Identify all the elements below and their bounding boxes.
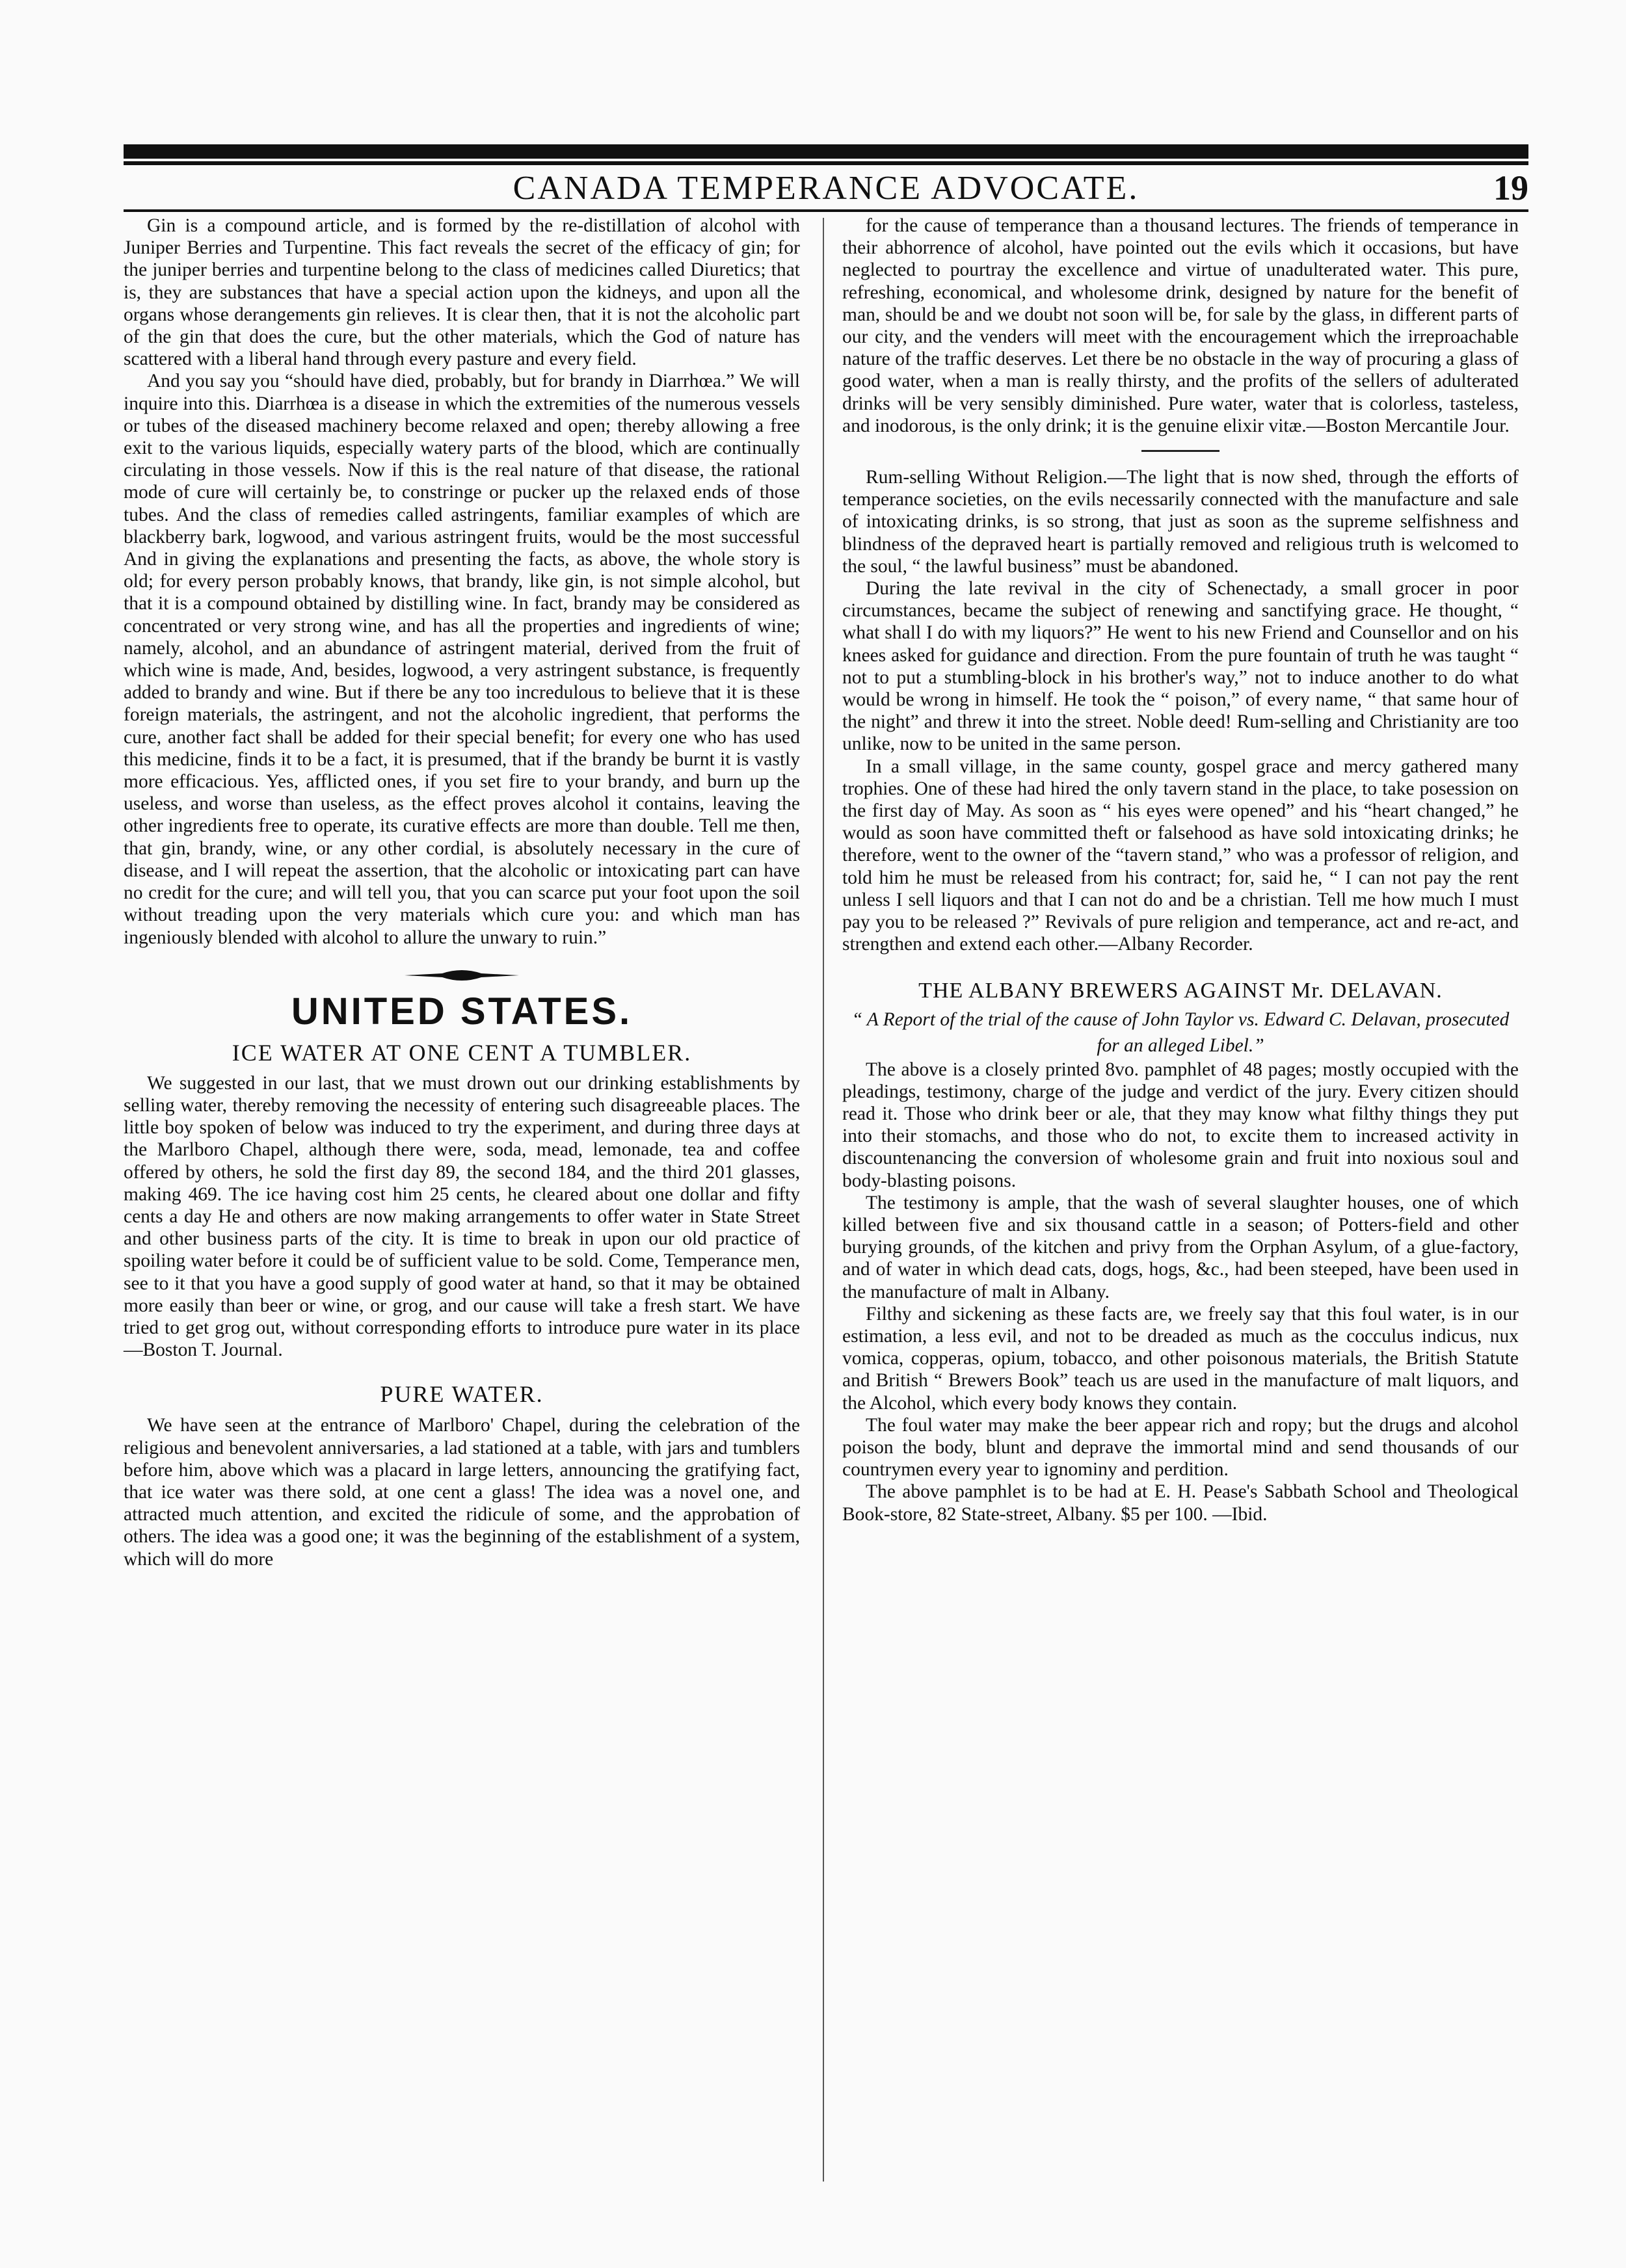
article-rum-selling-paragraph-1: Rum-selling Without Religion.—The light that is now shed, through the efforts of temperance societies, on the evils necessarily connected with the manufacture and sale of intoxicating drinks, is so strong, that just as soon as the supreme selfishness and blindness of the depraved heart is partially removed and religious truth is welcomed to the soul, “ the lawful business” must be abandoned. <box>842 467 1519 577</box>
article-albany-paragraph-4: The foul water may make the beer appear rich and ropy; but the drugs and alcohol poison the body, blunt and deprave the immortal mind and send thousands of our countrymen every year to ignominy and perdition. <box>842 1414 1519 1481</box>
article-pure-water-continued: for the cause of temperance than a thousand lectures. The friends of temperance in their abhorrence of alcohol, have pointed out the evils which it occasions, but have neglected to pourtray the excellence and virtue of unadulterated water. This pure, refreshing, economical, and wholesome drink, designed by nature for the benefit of man, should be and we doubt not soon will be, for sale by the glass, in different parts of our city, and the venders will meet with the encouragement which the irreproachable nature of the traffic deserves. Let there be no obstacle in the way of procuring a glass of good water, when a man is really thirsty, and the profits of the sellers of adulterated drinks will be very sensibly diminished. Pure water, water that is colorless, tasteless, and inodorous, is the only drink; it is the genuine elixir vitæ.—Boston Mercantile Jour. <box>842 215 1519 436</box>
article-gin-paragraph-2: And you say you “should have died, probably, but for brandy in Diarrhœa.” We will inquire into this. Diarrhœa is a disease in which the extremities of the numerous vessels or tubes of the diseased machinery become relaxed and open; thereby allowing a free exit to the various liquids, especially watery parts of the blood, which are continually circulating in those vessels. Now if this is the real nature of that disease, the rational mode of cure will certainly be, to constringe or pucker up the relaxed ends of those tubes. And the class of remedies called astringents, familiar examples of which are blackberry bark, logwood, and various astringent fruits, would be the most successful And in giving the explanations and presenting the facts, as above, the whole story is old; for every person probably knows, that brandy, like gin, is not simple alcohol, but that it is a compound obtained by distilling wine. In fact, brandy may be considered as concentrated or very strong wine, and has all the properties and ingredients of wine; namely, alcohol, and an abundance of astringent material, derived from the fruit of which wine is made, And, besides, logwood, a very astringent substance, is frequently added to brandy and wine. But if there be any too incredulous to believe that it is these foreign materials, the astringent, and not the alcoholic ingredient, that performs the cure, another fact shall be added for their special benefit; for every one who has used this medicine, finds it to be a fact, it is presumed, that if the brandy be burnt it is vastly more efficacious. Yes, afflicted ones, if you set fire to your brandy, and burn up the useless, and worse than useless, as the effect proves alcohol it contains, leaving the other ingredients free to operate, its curative effects are more than double. Tell me then, that gin, brandy, wine, or any other cordial, is absolutely necessary in the cure of disease, and I will repeat the assertion, that the alcoholic or intoxicating part can have no credit for the cure; and will tell you, that you can scarce put your foot upon the soil without treading upon the very materials which cure you: and which man has ingeniously blended with alcohol to allure the unwary to ruin.” <box>124 371 800 948</box>
headline-albany-brewers: THE ALBANY BREWERS AGAINST Mr. DELAVAN. <box>918 978 1443 1003</box>
running-head <box>124 164 1528 209</box>
article-ice-water-paragraph: We suggested in our last, that we must drown out our drinking establishments by selling water, thereby removing the necessity of entering such disagreeable places. The little boy spoken of below was induced to try the experiment, and during three days at the Marlboro Chapel, although there were, soda, mead, lemonade, tea and coffee offered by others, he sold the first day 89, the second 184, and the third 201 glasses, making 469. The ice having cost him 25 cents, he cleared about one dollar and fifty cents a day He and others are now making arrangements to offer water in State Street and other business parts of the city. It is time to break in upon our old practice of spoiling water before it could be of sufficient value to be sold. Come, Temperance men, see to it that you have a good supply of good water at hand, so that it may be obtained more easily than beer or wine, or grog, and our cause will take a fresh start. We have tried to get grog out, without corresponding efforts to introduce pure water in its place —Boston T. Journal. <box>124 1072 800 1361</box>
article-rum-selling-paragraph-2: During the late revival in the city of Schenectady, a small grocer in poor circumstances, became the subject of renewing and sanctifying grace. He thought, “ what shall I do with my liquors?” He went to his new Friend and Counsellor and on his knees asked for guidance and direction. From the pure fountain of truth he was taught “ not to put a stumbling-block in his brother's way,” not to induce another to do what would be wrong in himself. He took the “ poison,” of every name, “ that same hour of the night” and threw it into the street. Noble deed! Rum-selling and Christianity are too unlike, now to be united in the same person. <box>842 578 1519 755</box>
article-albany-paragraph-3: Filthy and sickening as these facts are, we freely say that this foul water, is in our estimation, a less evil, and not to be dreaded as much as the cocculus indicus, nux vomica, copperas, opium, tobacco, and other poisonous materials, the British Statute and British “ Brewers Book” teach us are used in the manufacture of malt liquors, and the Alcohol, which every body knows they contain. <box>842 1303 1519 1414</box>
section-heading-united-states: UNITED STATES. <box>291 990 633 1033</box>
headline-pure-water: PURE WATER. <box>380 1381 544 1408</box>
article-albany-paragraph-1: The above is a closely printed 8vo. pamphlet of 48 pages; mostly occupied with the pleadings, testimony, charge of the judge and verdict of the jury. Every citizen should read it. Those who drink beer or ale, that they may know what filthy things they put into their stomachs, and those who do not, to excite them to increased activity in discountenancing the conversion of wholesome grain and fruit into noxious soul and body-blasting poisons. <box>842 1059 1519 1191</box>
article-albany-paragraph-2: The testimony is ample, that the wash of several slaughter houses, one of which killed between five and six thousand cattle in a season; of Potters-field and other burying grounds, of the kitchen and privy from the Orphan Asylum, of a glue-factory, and of water in which dead cats, dogs, hogs, &c., had been steeped, have been used in the manufacture of malt in Albany. <box>842 1192 1519 1302</box>
page-number: 19 <box>1493 168 1528 207</box>
right-column <box>842 215 1519 1525</box>
headline-ice-water: ICE WATER AT ONE CENT A TUMBLER. <box>232 1039 692 1066</box>
column-divider <box>823 218 824 2182</box>
top-double-rule <box>124 144 1528 159</box>
left-column <box>124 215 800 1570</box>
report-title: “ A Report of the trial of the cause of John Taylor vs. Edward C. Delavan, prosecuted for an alleged Libel.” <box>851 1009 1510 1056</box>
article-gin-paragraph-1: Gin is a compound article, and is formed by the re-distillation of alcohol with Juniper Berries and Turpentine. This fact reveals the secret of the efficacy of gin; for the juniper berries and turpentine belong to the class of medicines called Diuretics; that is, they are substances that have a special action upon the kidneys, and upon all the organs whose derangements gin relieves. It is clear then, that it is not the alcoholic part of the gin that does the cure, but the other materials, which the God of nature has scattered with a liberal hand through every pasture and every field. <box>124 215 800 370</box>
article-albany-paragraph-5: The above pamphlet is to be had at E. H. Pease's Sabbath School and Theological Book-store, 82 State-street, Albany. $5 per 100. —Ibid. <box>842 1481 1519 1525</box>
article-rum-selling-paragraph-3: In a small village, in the same county, gospel grace and mercy gathered many trophies. One of these had hired the only tavern stand in the place, to take posession on the first day of May. As soon as “ his eyes were opened” and his “heart changed,” he would as soon have committed theft or falsehood as have sold intoxicating drinks; he therefore, went to the owner of the “tavern stand,” who was a professor of religion, and told him he must be released from his contract; for, said he, “ I can not pay the rent unless I sell liquors and that I can not do and be a christian. Tell me how much I must pay you to be released ?” Revivals of pure religion and temperance, act and re-act, and strengthen and extend each other.—Albany Recorder. <box>842 756 1519 955</box>
article-pure-water-paragraph: We have seen at the entrance of Marlboro' Chapel, during the celebration of the religious and benevolent anniversaries, a lad stationed at a table, with jars and tumblers before him, above which was a placard in large letters, announcing the gratifying fact, that ice water was there sold, at one cent a glass! The idea was a novel one, and attracted much attention, and excited the ridicule of some, and the approbation of others. The idea was a good one; it was the beginning of the establishment of a system, which will do more <box>124 1415 800 1570</box>
running-title: CANADA TEMPERANCE ADVOCATE. <box>513 170 1140 207</box>
ornament-divider-icon <box>403 966 520 985</box>
section-short-rule <box>1141 450 1220 452</box>
header-rule <box>124 209 1528 212</box>
